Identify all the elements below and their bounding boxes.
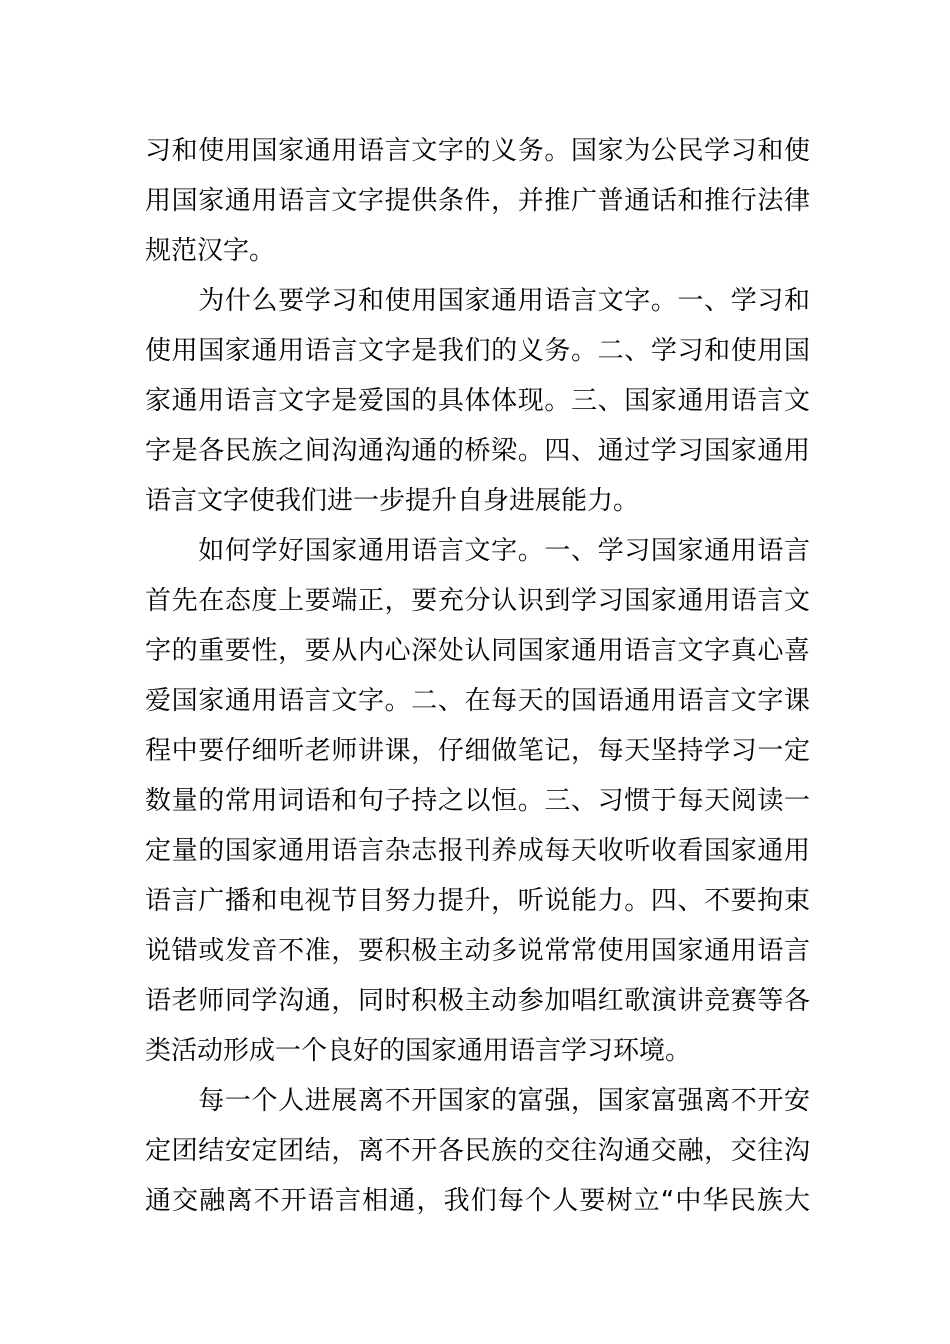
text-line: 数量的常用词语和句子持之以恒。三、习惯于每天阅读一 bbox=[145, 786, 810, 816]
text-line: 类活动形成一个良好的国家通用语言学习环境。 bbox=[145, 1036, 692, 1066]
text-line: 用国家通用语言文字提供条件，并推广普通话和推行法律 bbox=[145, 186, 810, 216]
text-line: 说错或发音不准，要积极主动多说常常使用国家通用语言 bbox=[145, 936, 810, 966]
text-line: 为什么要学习和使用国家通用语言文字。一、学习和 bbox=[145, 286, 810, 316]
text-line: 定团结安定团结，离不开各民族的交往沟通交融，交往沟 bbox=[145, 1136, 810, 1166]
text-line: 爱国家通用语言文字。二、在每天的国语通用语言文字课 bbox=[145, 686, 810, 716]
text-line: 使用国家通用语言文字是我们的义务。二、学习和使用国 bbox=[145, 336, 810, 366]
body-text bbox=[145, 126, 810, 1226]
text-line: 语言文字使我们进一步提升自身进展能力。 bbox=[145, 486, 640, 516]
text-line: 语老师同学沟通，同时积极主动参加唱红歌演讲竞赛等各 bbox=[145, 986, 810, 1016]
text-line: 如何学好国家通用语言文字。一、学习国家通用语言 bbox=[145, 536, 810, 566]
text-line: 字的重要性，要从内心深处认同国家通用语言文字真心喜 bbox=[145, 636, 810, 666]
text-line: 家通用语言文字是爱国的具体体现。三、国家通用语言文 bbox=[145, 386, 810, 416]
text-line: 通交融离不开语言相通，我们每个人要树立“中华民族大 bbox=[145, 1186, 810, 1216]
text-line: 语言广播和电视节目努力提升，听说能力。四、不要拘束 bbox=[145, 886, 810, 916]
text-line: 程中要仔细听老师讲课，仔细做笔记，每天坚持学习一定 bbox=[145, 736, 810, 766]
text-line: 规范汉字。 bbox=[145, 236, 276, 266]
text-line: 习和使用国家通用语言文字的义务。国家为公民学习和使 bbox=[145, 136, 810, 166]
text-line: 定量的国家通用语言杂志报刊养成每天收听收看国家通用 bbox=[145, 836, 810, 866]
text-line: 首先在态度上要端正，要充分认识到学习国家通用语言文 bbox=[145, 586, 810, 616]
text-line: 每一个人进展离不开国家的富强，国家富强离不开安 bbox=[145, 1086, 810, 1116]
text-line: 字是各民族之间沟通沟通的桥梁。四、通过学习国家通用 bbox=[145, 436, 810, 466]
